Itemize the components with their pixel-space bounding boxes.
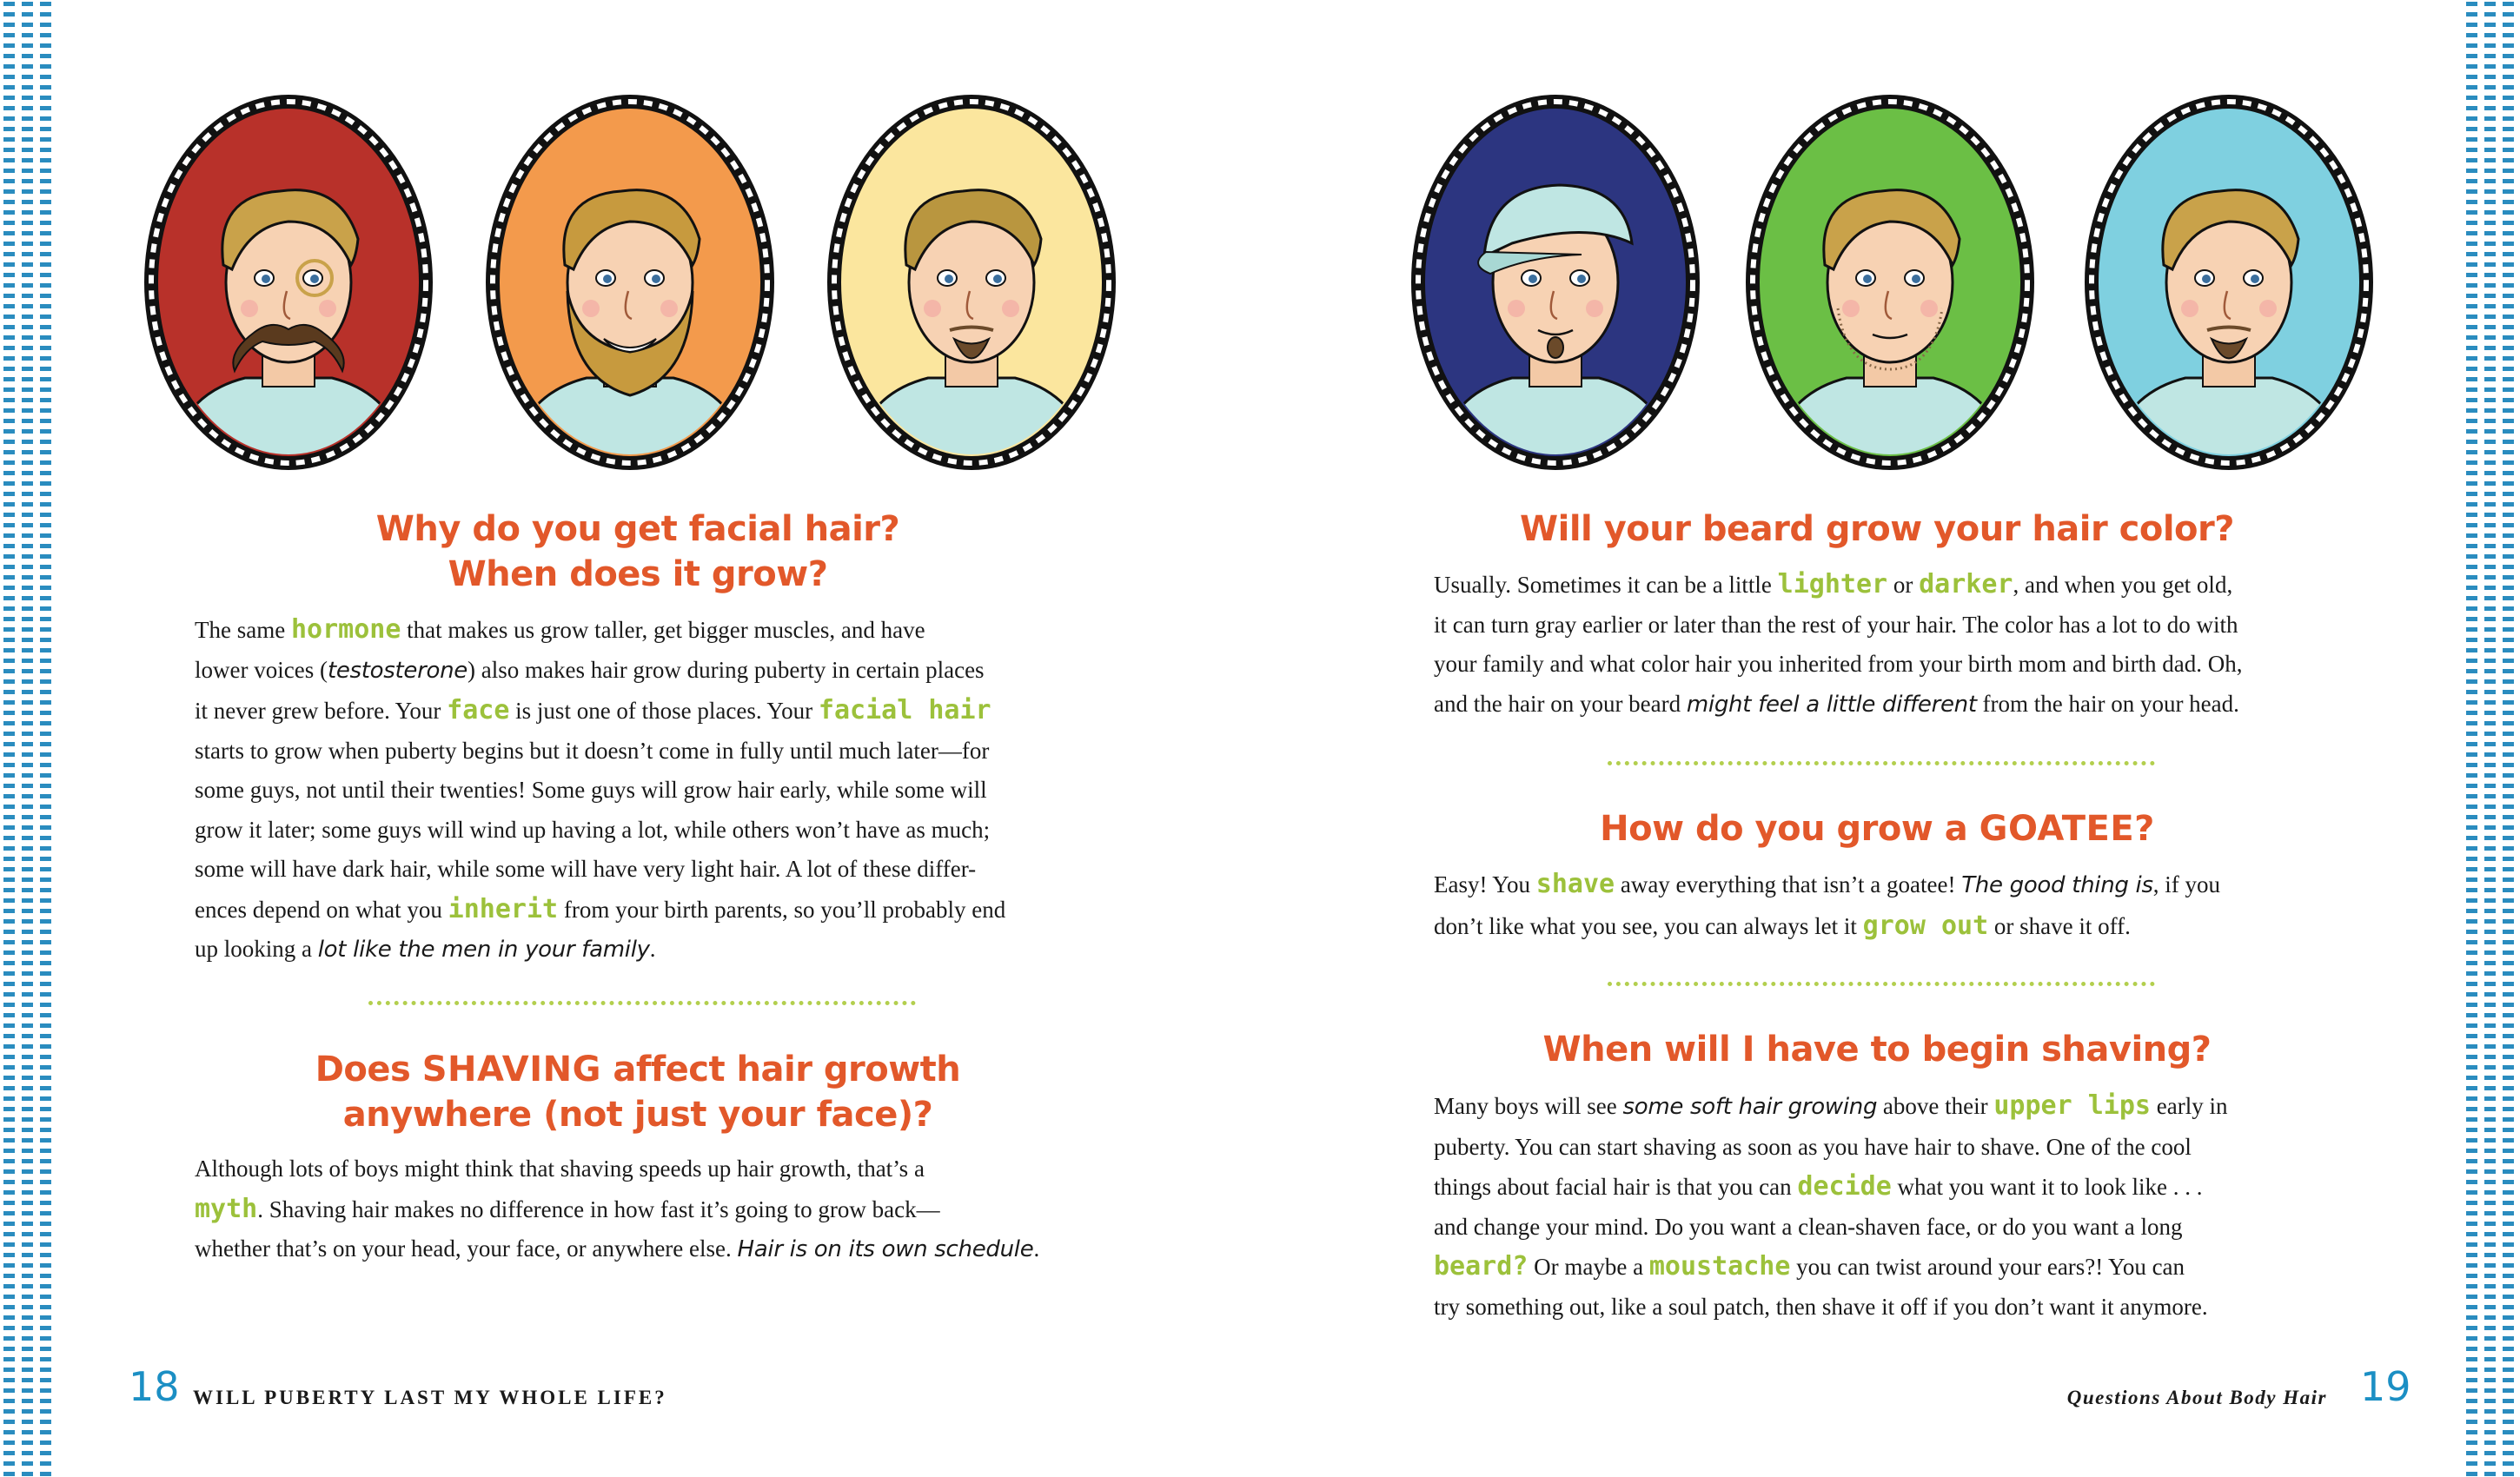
heading-emphasis-goatee: GOATEE	[1979, 809, 2135, 849]
body-text-run: it can turn gray earlier or later than the rest of your hair. The color has a lot to do with	[1434, 611, 2238, 638]
body-text-run: Usually. Sometimes it can be a little	[1434, 572, 1778, 598]
page-number-left: 18	[129, 1363, 180, 1410]
handwritten-emphasis: The good thing is	[1961, 872, 2153, 898]
keyword-highlight: face	[447, 695, 510, 725]
keyword-highlight: lighter	[1777, 569, 1888, 599]
handwritten-emphasis: some soft hair growing	[1622, 1094, 1878, 1120]
keyword-highlight: decide	[1797, 1171, 1892, 1202]
dotted-divider	[368, 1001, 916, 1005]
body-text-run: things about facial hair is that you can	[1434, 1174, 1798, 1200]
answer-paragraph-goatee	[1434, 864, 2364, 946]
keyword-highlight: shave	[1535, 869, 1615, 899]
portrait-frame	[824, 91, 1119, 474]
body-text-run: The same	[195, 617, 291, 643]
handwritten-emphasis: Hair is on its own schedule	[737, 1236, 1034, 1262]
body-text-run: or shave it off.	[1988, 912, 2131, 939]
body-text-run: that makes us grow taller, get bigger muscles, and have	[401, 617, 925, 643]
portrait-frame	[1408, 91, 1703, 474]
body-text-run: above their	[1877, 1093, 1994, 1119]
keyword-highlight: grow out	[1862, 910, 1989, 941]
keyword-highlight: inherit	[448, 893, 559, 924]
body-text-run: some guys, not until their twenties! Some guys will grow hair early, while some will	[195, 777, 987, 803]
body-text-run: your family and what color hair you inherited from your birth mom and birth dad. Oh,	[1434, 651, 2243, 677]
handwritten-emphasis: lot like the men in your family	[317, 937, 650, 963]
keyword-highlight: upper lips	[1993, 1090, 2151, 1121]
portrait-frame	[482, 91, 778, 474]
body-text-run: don’t like what you see, you can always let it	[1434, 912, 1863, 939]
body-text-run: . Shaving hair makes no difference in how fast it’s going to grow back—	[257, 1196, 940, 1222]
question-heading-shaving-growth	[195, 1047, 1081, 1137]
dotted-divider	[1608, 761, 2155, 765]
left-edge-stripe-decoration	[0, 0, 57, 1477]
question-heading-begin-shaving	[1434, 1027, 2320, 1072]
body-text-run: or	[1887, 572, 1920, 598]
body-text-run: starts to grow when puberty begins but it doesn’t come in fully until much later—for	[195, 737, 990, 764]
body-text-run: .	[1033, 1235, 1040, 1262]
body-text-run: Many boys will see	[1434, 1093, 1623, 1119]
body-text-run: from the hair on your head.	[1976, 690, 2239, 717]
answer-paragraph-facial-hair	[195, 610, 1124, 970]
page-number-right: 19	[2360, 1363, 2411, 1410]
handwritten-emphasis: might feel a little different	[1686, 691, 1977, 718]
body-text-run: up looking a	[195, 936, 318, 962]
body-text-run: grow it later; some guys will wind up having a lot, while others won’t have as much;	[195, 816, 991, 843]
question-heading-goatee	[1434, 806, 2320, 851]
body-text-run: Easy! You	[1434, 871, 1536, 897]
portrait-short-beard-illustration	[2081, 91, 2377, 474]
portrait-full-beard-illustration	[482, 91, 778, 474]
portrait-frame	[1742, 91, 2038, 474]
question-heading-facial-hair	[195, 507, 1081, 597]
keyword-highlight: hormone	[290, 614, 401, 645]
keyword-highlight: myth	[195, 1193, 258, 1224]
body-text-run: and the hair on your beard	[1434, 690, 1687, 717]
question-heading-beard-color	[1434, 507, 2320, 552]
heading-line	[1600, 809, 2154, 849]
answer-paragraph-begin-shaving	[1434, 1086, 2364, 1327]
body-text-run: try something out, like a soul patch, then shave it off if you don’t want it anymore.	[1434, 1293, 2208, 1320]
body-text-run: .	[649, 936, 656, 962]
body-text-run: , and when you get old,	[2013, 572, 2233, 598]
body-text-run: Although lots of boys might think that shaving speeds up hair growth, that’s a	[195, 1156, 925, 1182]
heading-line: When does it grow?	[448, 554, 828, 594]
body-text-run: lower voices (	[195, 656, 328, 683]
heading-line: Why do you get facial hair?	[375, 509, 900, 549]
body-text-run: and change your mind. Do you want a clean-shaven face, or do you want a long	[1434, 1213, 2183, 1240]
right-edge-stripe-decoration	[2463, 0, 2520, 1477]
keyword-highlight: facial hair	[818, 695, 991, 725]
running-head-right: Questions About Body Hair	[2066, 1387, 2327, 1408]
portrait-frame	[2081, 91, 2377, 474]
heading-line: anywhere (not just your face)?	[342, 1095, 933, 1135]
running-head-left: WILL PUBERTY LAST MY WHOLE LIFE?	[193, 1387, 667, 1408]
body-text-run: Or maybe a	[1528, 1254, 1649, 1280]
portrait-moustache-illustration	[141, 91, 436, 474]
heading-text: affect hair growth	[600, 1050, 961, 1090]
body-text-run: ) also makes hair grow during puberty in certain places	[468, 656, 985, 683]
body-text-run: , if you	[2152, 871, 2220, 897]
heading-text: How do you grow a	[1600, 809, 1980, 849]
heading-line: When will I have to begin shaving?	[1542, 1030, 2212, 1070]
portrait-soul-patch-illustration	[1408, 91, 1703, 474]
answer-paragraph-beard-color	[1434, 565, 2364, 725]
heading-text: ?	[2134, 809, 2154, 849]
body-text-run: puberty. You can start shaving as soon as you have hair to shave. One of the cool	[1434, 1133, 2192, 1160]
heading-emphasis-shaving: SHAVING	[421, 1050, 601, 1090]
heading-line: Will your beard grow your hair color?	[1520, 509, 2234, 549]
body-text-run: whether that’s on your head, your face, or anywhere else.	[195, 1235, 738, 1262]
heading-line	[315, 1050, 961, 1090]
portrait-stubble-illustration	[1742, 91, 2038, 474]
keyword-highlight: beard?	[1434, 1251, 1529, 1282]
body-text-run: some will have dark hair, while some will have very light hair. A lot of these differ-	[195, 856, 977, 882]
body-text-run: ences depend on what you	[195, 896, 448, 923]
handwritten-emphasis: testosterone	[327, 657, 468, 684]
heading-text: Does	[315, 1050, 422, 1090]
keyword-highlight: darker	[1919, 569, 2013, 599]
body-text-run: away everything that isn’t a goatee!	[1615, 871, 1962, 897]
keyword-highlight: moustache	[1648, 1251, 1791, 1282]
body-text-run: from your birth parents, so you’ll probably end	[558, 896, 1006, 923]
portrait-frame	[141, 91, 436, 474]
answer-paragraph-shaving-growth	[195, 1149, 1124, 1270]
body-text-run: early in	[2150, 1093, 2228, 1119]
body-text-run: is just one of those places. Your	[509, 698, 819, 724]
body-text-run: what you want it to look like . . .	[1891, 1174, 2203, 1200]
body-text-run: it never grew before. Your	[195, 698, 448, 724]
portrait-goatee-illustration	[824, 91, 1119, 474]
dotted-divider	[1608, 982, 2155, 986]
body-text-run: you can twist around your ears?! You can	[1790, 1254, 2185, 1280]
